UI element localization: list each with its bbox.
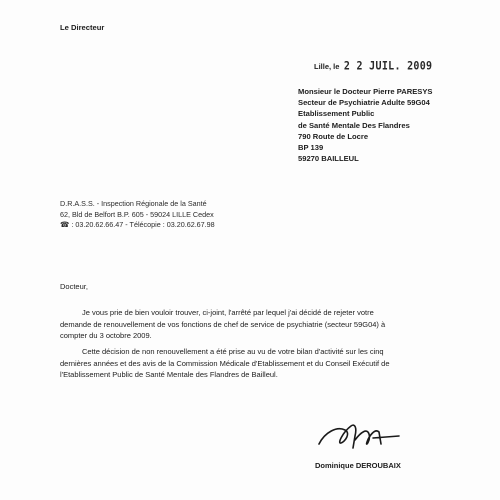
paragraph-line: Je vous prie de bien vouloir trouver, ci-joint, l'arrêté par lequel j'ai décidé de rejeter votre bbox=[82, 308, 374, 317]
paragraph-line: dernières années et des avis de la Commission Médicale d'Etablissement et du Conseil Exécutif de bbox=[60, 358, 390, 368]
recipient-address bbox=[298, 86, 432, 164]
salutation: Docteur, bbox=[60, 282, 88, 291]
recipient-line: Secteur de Psychiatrie Adulte 59G04 bbox=[298, 98, 430, 108]
sender-contact-line bbox=[60, 220, 215, 231]
signer-name: Dominique DEROUBAIX bbox=[315, 461, 401, 470]
paragraph-line: l'Etablissement Public de Santé Mentale des Flandres de Bailleul. bbox=[60, 370, 278, 379]
header-director: Le Directeur bbox=[60, 23, 105, 32]
sender-contact-numbers: : 03.20.62.66.47 - Télécopie : 03.20.62.67.98 bbox=[71, 220, 215, 230]
paragraph-line: Cette décision de non renouvellement a été prise au vu de votre bilan d'activité sur les cinq bbox=[82, 347, 384, 356]
date-line bbox=[314, 56, 432, 74]
recipient-line: de Santé Mentale Des Flandres bbox=[298, 120, 410, 130]
signature-icon bbox=[315, 418, 405, 454]
recipient-line: 790 Route de Locre bbox=[298, 131, 369, 141]
date-stamp: 2 2 JUIL. 2009 bbox=[343, 60, 433, 73]
recipient-line: BP 139 bbox=[298, 143, 324, 153]
sender-block bbox=[60, 199, 215, 231]
phone-icon: ☎ bbox=[60, 220, 70, 230]
recipient-line: 59270 BAILLEUL bbox=[298, 154, 359, 164]
recipient-line: Monsieur le Docteur Pierre PARESYS bbox=[298, 87, 433, 96]
date-place: Lille, le bbox=[314, 62, 340, 71]
sender-line: D.R.A.S.S. - Inspection Régionale de la Santé bbox=[60, 199, 207, 208]
recipient-line: Etablissement Public bbox=[298, 109, 375, 119]
paragraph-2 bbox=[60, 346, 480, 381]
sender-line: 62, Bld de Belfort B.P. 605 - 59024 LILLE Cedex bbox=[60, 209, 214, 219]
paragraph-line: demande de renouvellement de vos fonctions de chef de service de psychiatrie (secteur 59G04) à bbox=[60, 319, 386, 329]
paragraph-1 bbox=[60, 307, 480, 342]
paragraph-line: compter du 3 octobre 2009. bbox=[60, 331, 152, 340]
